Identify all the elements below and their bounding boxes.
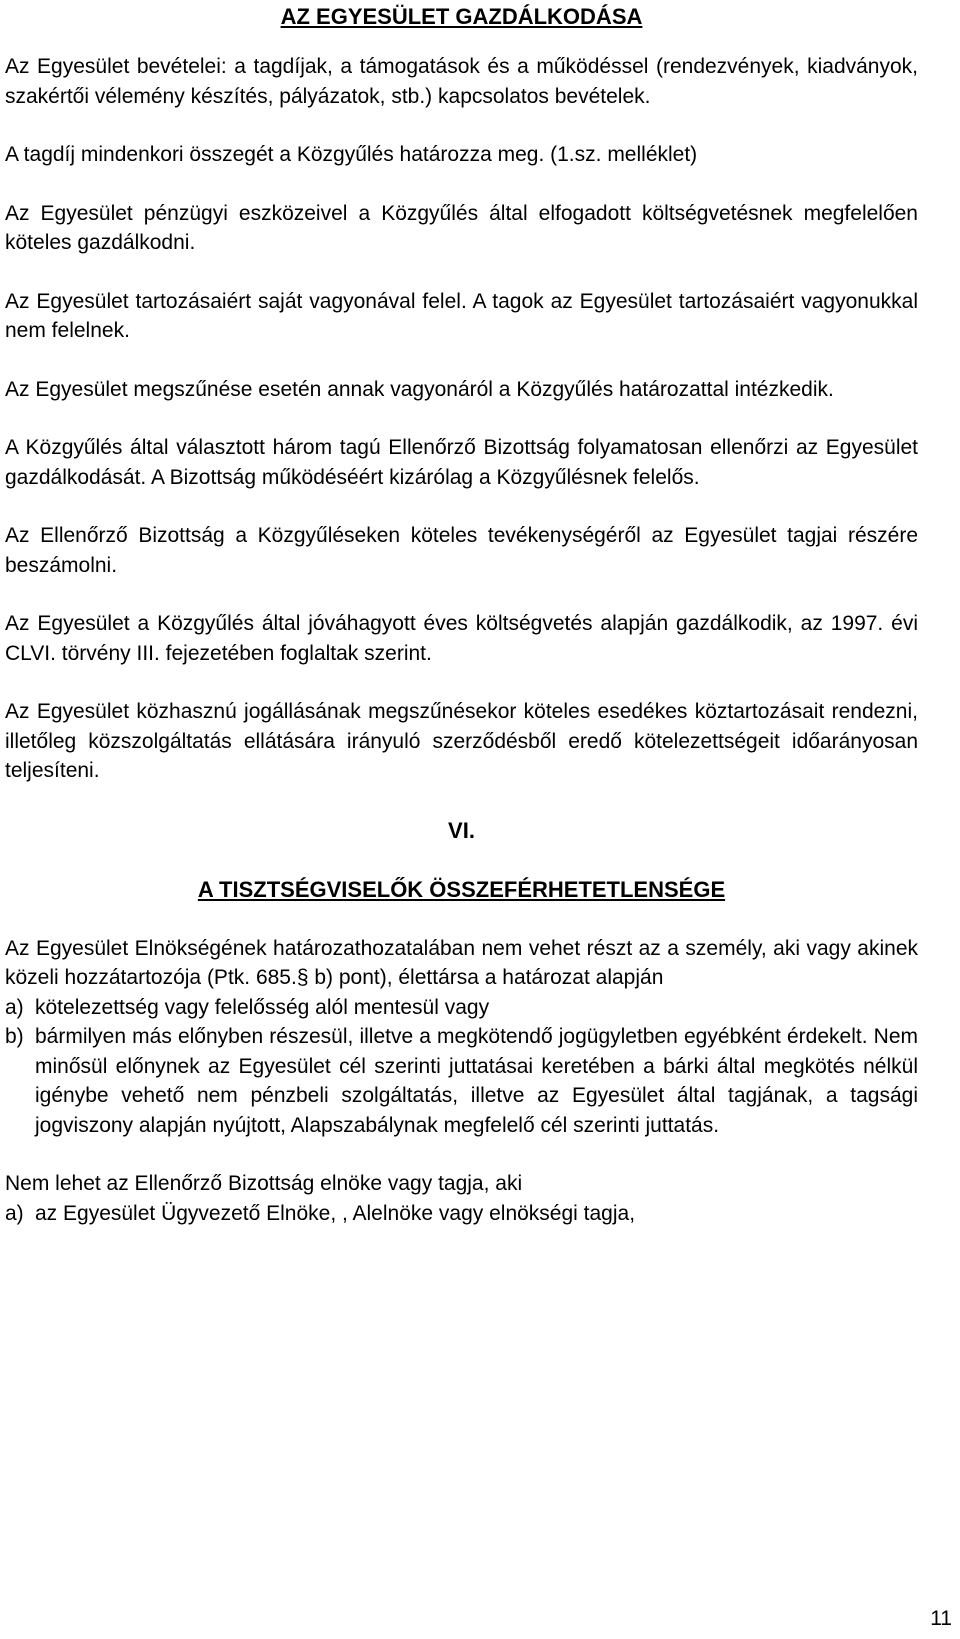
paragraph-dissolution: Az Egyesület megszűnése esetén annak vagyonáról a Közgyűlés határozattal intézkedik. bbox=[5, 377, 834, 401]
paragraph-public-benefit: Az Egyesület közhasznú jogállásának megszűnésekor köteles esedékes köztartozásait rendezni, illetőleg közszolgáltatás ellátására irányuló szerződésből eredő kötelezettségeit időarányosan teljesíteni. bbox=[5, 700, 918, 782]
list-item bbox=[5, 1199, 918, 1229]
paragraph-revenues: Az Egyesület bevételei: a tagdíjak, a támogatások és a működéssel (rendezvények, kiadványok, szakértői vélemény készítés, pályázatok, stb.) kapcsolatos bevételek. bbox=[5, 55, 918, 108]
paragraph-budget: Az Egyesület a Közgyűlés által jóváhagyott éves költségvetés alapján gazdálkodik, az 1997. évi CLVI. törvény III. fejezetében foglaltak szerint. bbox=[5, 612, 918, 665]
chapter-number: VI. bbox=[448, 817, 475, 843]
list-item bbox=[5, 993, 918, 1023]
page-number: 11 bbox=[930, 1607, 952, 1630]
paragraph-conflict-intro: Az Egyesület Elnökségének határozathozatalában nem vehet részt az a személy, aki vagy akinek közeli hozzátartozója (Ptk. 685.§ b) pont), élettársa a határozat alapján bbox=[5, 936, 918, 989]
paragraph-financial-means: Az Egyesület pénzügyi eszközeivel a Közgyűlés által elfogadott költségvetésnek megfelelően köteles gazdálkodni. bbox=[5, 201, 918, 254]
paragraph-membership-fee: A tagdíj mindenkori összegét a Közgyűlés határozza meg. (1.sz. melléklet) bbox=[5, 143, 698, 166]
chapter-heading: A TISZTSÉGVISELŐK ÖSSZEFÉRHETETLENSÉGE bbox=[197, 877, 726, 902]
list-item-marker: a) bbox=[5, 1201, 24, 1225]
list-item bbox=[5, 1022, 918, 1140]
list-item-text: az Egyesület Ügyvezető Elnöke, , Alelnöke vagy elnökségi tagja, bbox=[35, 1201, 636, 1225]
list-item-marker: b) bbox=[5, 1025, 24, 1048]
document-body bbox=[5, 0, 918, 1228]
list-item-text: kötelezettség vagy felelősség alól mentesül vagy bbox=[35, 995, 490, 1019]
paragraph-supervisory-eligibility: Nem lehet az Ellenőrző Bizottság elnöke vagy tagja, aki bbox=[5, 1172, 523, 1195]
list-item-text: bármilyen más előnyben részesül, illetve a megkötendő jogügyletben egyébként érdekelt. Nem minősül előnynek az Egyesület cél szerinti juttatásai keretében a bárki által megkötés nélkül igénybe vehető nem pénzbeli szolgáltatás, illetve az Egyesület által tagjának, a tagsági jogviszony alapján nyújtott, Alapszabálynak megfelelő cél szerinti juttatás. bbox=[35, 1025, 918, 1137]
section-title: AZ EGYESÜLET GAZDÁLKODÁSA bbox=[280, 4, 643, 29]
paragraph-board-report: Az Ellenőrző Bizottság a Közgyűléseken köteles tevékenységéről az Egyesület tagjai részére beszámolni. bbox=[5, 524, 918, 577]
paragraph-liability: Az Egyesület tartozásaiért saját vagyonával felel. A tagok az Egyesület tartozásaiért vagyonukkal nem felelnek. bbox=[5, 289, 918, 342]
list-item-marker: a) bbox=[5, 995, 24, 1019]
paragraph-supervisory-board: A Közgyűlés által választott három tagú Ellenőrző Bizottság folyamatosan ellenőrzi az Egyesület gazdálkodását. A Bizottság működéséért kizárólag a Közgyűlésnek felelős. bbox=[5, 436, 918, 489]
